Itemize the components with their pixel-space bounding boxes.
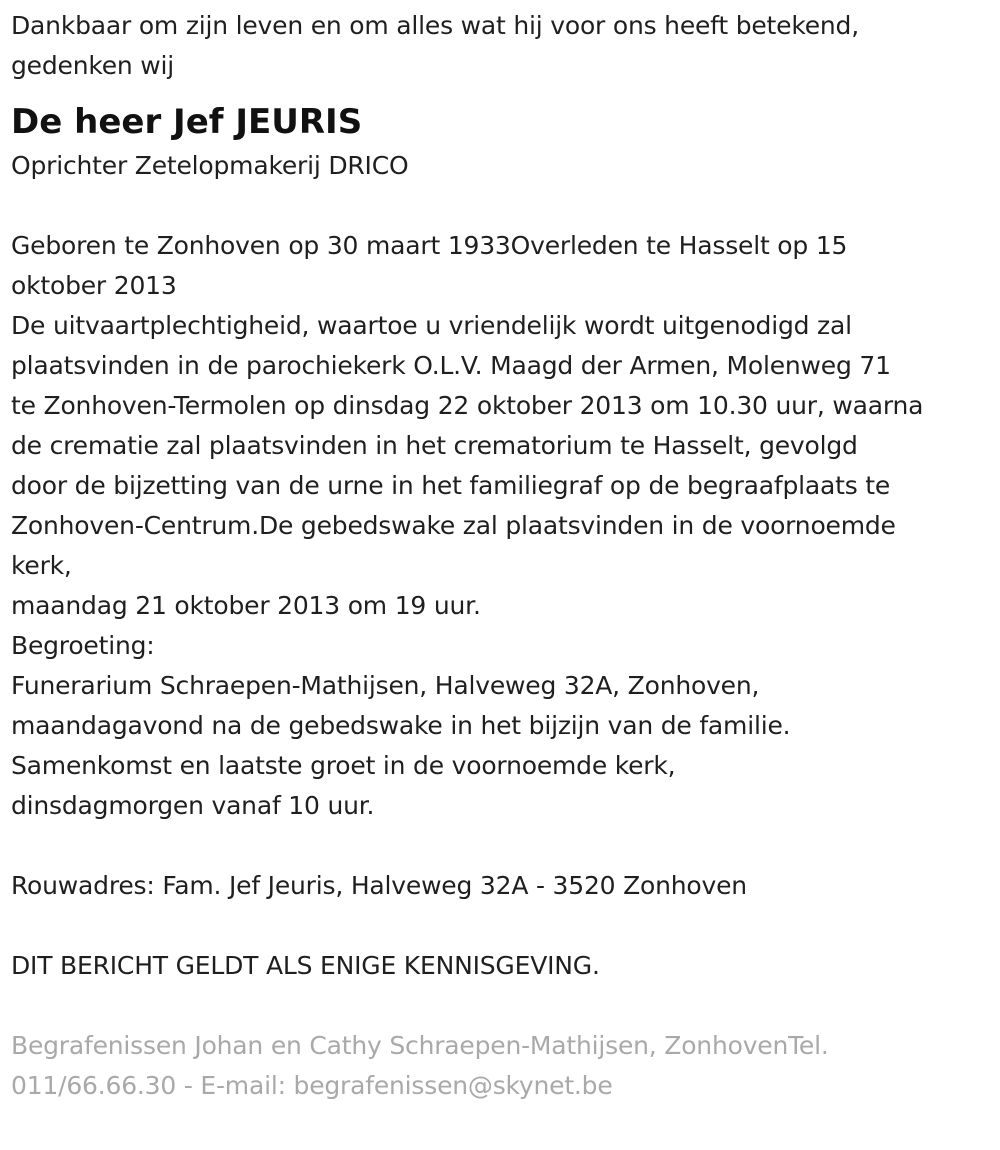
spacer <box>11 986 996 1026</box>
obituary-notice <box>11 6 996 1106</box>
ceremony-line: Samenkomst en laatste groet in de voornoemde kerk, <box>11 751 676 780</box>
ceremony-line: maandagavond na de gebedswake in het bijzijn van de familie. <box>11 711 791 740</box>
intro-line-1: Dankbaar om zijn leven en om alles wat hij voor ons heeft betekend, <box>11 11 859 40</box>
spacer <box>11 826 996 866</box>
ceremony-line: Begroeting: <box>11 631 155 660</box>
funeral-home-line-2: 011/66.66.30 - E-mail: begrafenissen@skynet.be <box>11 1071 613 1100</box>
spacer <box>11 186 996 226</box>
ceremony-line: te Zonhoven-Termolen op dinsdag 22 oktober 2013 om 10.30 uur, waarna <box>11 391 924 420</box>
intro-line-2: gedenken wij <box>11 51 175 80</box>
ceremony-line: plaatsvinden in de parochiekerk O.L.V. Maagd der Armen, Molenweg 71 <box>11 351 891 380</box>
ceremony-line: door de bijzetting van de urne in het familiegraf op de begraafplaats te <box>11 471 891 500</box>
ceremony-line: kerk, <box>11 551 72 580</box>
funeral-home-line-1: Begrafenissen Johan en Cathy Schraepen-Mathijsen, ZonhovenTel. <box>11 1031 829 1060</box>
mourning-address: Rouwadres: Fam. Jef Jeuris, Halveweg 32A - 3520 Zonhoven <box>11 871 747 900</box>
dates-line-1: Geboren te Zonhoven op 30 maart 1933Overleden te Hasselt op 15 <box>11 231 848 260</box>
ceremony-line: maandag 21 oktober 2013 om 19 uur. <box>11 591 481 620</box>
ceremony-line: dinsdagmorgen vanaf 10 uur. <box>11 791 375 820</box>
spacer <box>11 906 996 946</box>
deceased-name: De heer Jef JEURIS <box>11 102 363 142</box>
notice-text: DIT BERICHT GELDT ALS ENIGE KENNISGEVING. <box>11 951 600 980</box>
ceremony-line: de crematie zal plaatsvinden in het crematorium te Hasselt, gevolgd <box>11 431 858 460</box>
ceremony-line: Zonhoven-Centrum.De gebedswake zal plaatsvinden in de voornoemde <box>11 511 896 540</box>
deceased-title: Oprichter Zetelopmakerij DRICO <box>11 151 409 180</box>
ceremony-line: Funerarium Schraepen-Mathijsen, Halveweg 32A, Zonhoven, <box>11 671 760 700</box>
dates-line-2: oktober 2013 <box>11 271 177 300</box>
ceremony-line: De uitvaartplechtigheid, waartoe u vriendelijk wordt uitgenodigd zal <box>11 311 852 340</box>
